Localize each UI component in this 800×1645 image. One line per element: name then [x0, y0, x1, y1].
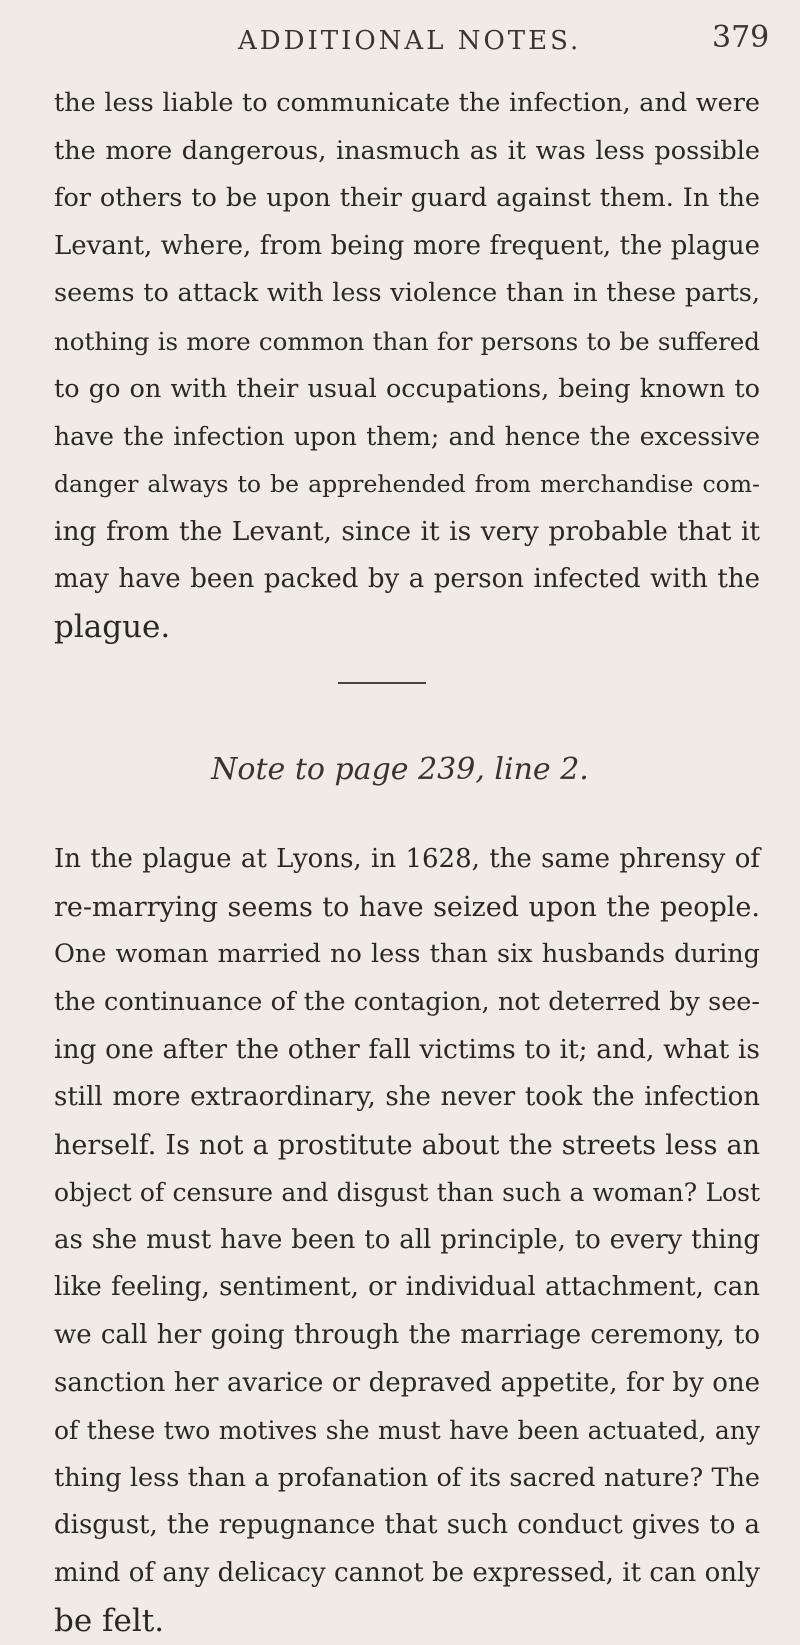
text-line: we call her going through the marriage ceremony, to [54, 1312, 760, 1360]
text-line: ing from the Levant, since it is very probable that it [54, 508, 760, 556]
text-line: disgust, the repugnance that such conduct gives to a [54, 1502, 760, 1550]
text-line: seems to attack with less violence than in these parts, [54, 270, 760, 318]
text-line: as she must have been to all principle, to every thing [54, 1217, 760, 1265]
text-line: sanction her avarice or depraved appetite, for by one [54, 1360, 760, 1408]
text-line: for others to be upon their guard against them. In the [54, 175, 760, 223]
text-line: have the infection upon them; and hence the excessive [54, 413, 760, 461]
text-line: of these two motives she must have been actuated, any [54, 1407, 760, 1455]
text-line: like feeling, sentiment, or individual attachment, can [54, 1264, 760, 1312]
text-line: be felt. [54, 1598, 760, 1645]
text-line: the less liable to communicate the infection, and were [54, 80, 760, 128]
text-line: may have been packed by a person infected with the [54, 556, 760, 604]
text-line: to go on with their usual occupations, being known to [54, 366, 760, 414]
text-line: object of censure and disgust than such a woman? Lost [54, 1169, 760, 1217]
text-line: mind of any delicacy cannot be expressed, it can only [54, 1550, 760, 1598]
text-line: danger always to be apprehended from merchandise com- [54, 461, 760, 509]
text-line: the continuance of the contagion, not deterred by see- [54, 979, 760, 1027]
text-line: herself. Is not a prostitute about the streets less an [54, 1122, 760, 1170]
paragraph-lyons-plague [54, 836, 760, 1645]
text-line: ing one after the other fall victims to it; and, what is [54, 1026, 760, 1074]
running-title: ADDITIONAL NOTES. [238, 26, 581, 56]
text-line: nothing is more common than for persons to be suffered [54, 318, 760, 366]
page-number: 379 [712, 20, 769, 55]
text-line: In the plague at Lyons, in 1628, the same phrensy of [54, 836, 760, 884]
text-line: Levant, where, from being more frequent, the plague [54, 223, 760, 271]
paragraph-plague-levant [54, 80, 760, 651]
text-line: the more dangerous, inasmuch as it was less possible [54, 128, 760, 176]
text-line: One woman married no less than six husbands during [54, 931, 760, 979]
note-heading: Note to page 239, line 2. [0, 752, 800, 787]
text-line: thing less than a profanation of its sacred nature? The [54, 1455, 760, 1503]
text-line: re-marrying seems to have seized upon the people. [54, 884, 760, 932]
section-divider [338, 682, 426, 684]
running-head [0, 18, 800, 58]
text-line: still more extraordinary, she never took the infection [54, 1074, 760, 1122]
text-line: plague. [54, 604, 760, 652]
